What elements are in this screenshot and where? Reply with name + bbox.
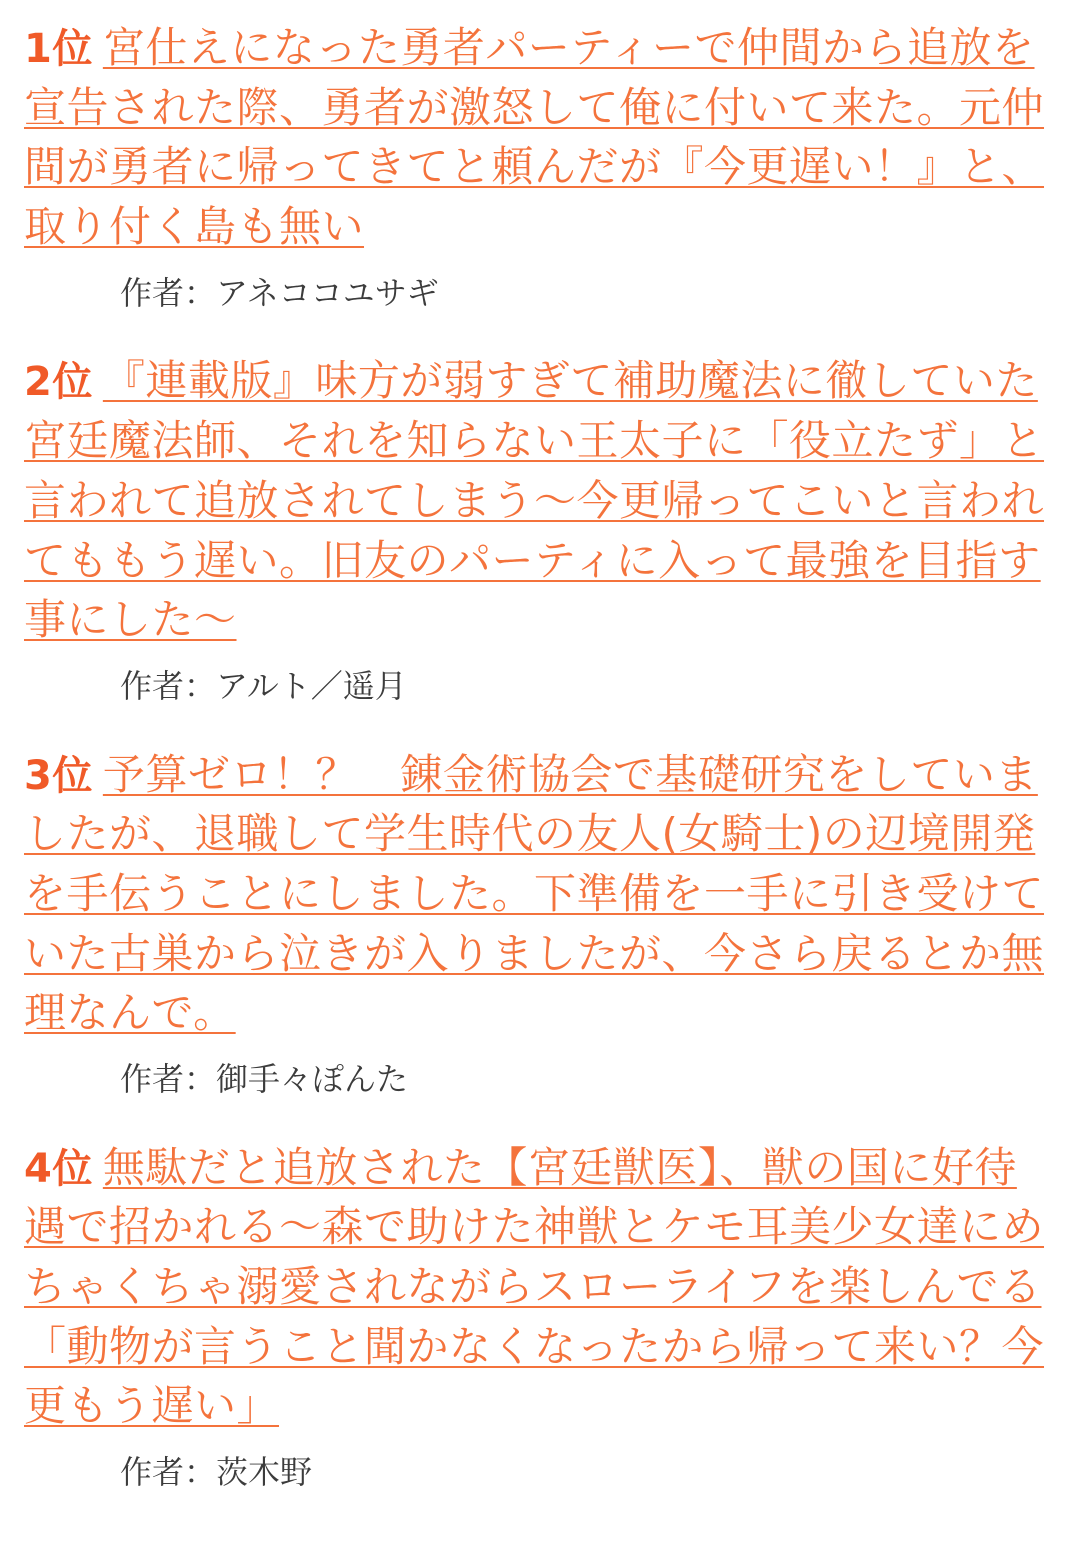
author-label: 作者：アネココユサギ [120,273,439,312]
list-item [24,18,1056,315]
author-label: 作者：アルト／遥月 [120,666,407,705]
list-item [24,351,1056,708]
author-label: 作者：御手々ぽんた [120,1059,409,1098]
ranking-entry-title-line [24,745,1056,1043]
list-item [24,745,1056,1102]
rank-number: 3位 [24,752,93,799]
ranking-entry-title-line [24,1138,1056,1436]
rank-number: 1位 [24,26,93,72]
ranking-entry-title-line [24,351,1056,649]
novel-title-link[interactable]: 無駄だと追放された【宮廷獣医】、獣の国に好待遇で招かれる〜森で助けた神獣とケモ耳美少女達にめちゃくちゃ溺愛されながらスローライフを楽しんでる「動物が言うこと聞かなくなったから帰って来い？今更もう遅い」 [24,1142,1045,1431]
novel-title-link[interactable]: 宮仕えになった勇者パーティーで仲間から追放を宣告された際、勇者が激怒して俺に付いて来た。元仲間が勇者に帰ってきてと頼んだが『今更遅い！』と、取り付く島も無い [24,23,1045,252]
ranking-entry-title-line [24,18,1056,257]
novel-title-link[interactable]: 『連載版』味方が弱すぎて補助魔法に徹していた宮廷魔法師、それを知らない王太子に「役立たず」と言われて追放されてしまう〜今更帰ってこいと言われてももう遅い。旧友のパーティに入って最強を目指す事にした〜 [24,356,1045,645]
rank-number: 4位 [24,1145,93,1192]
rank-number: 2位 [24,359,93,406]
novel-title-link[interactable]: 予算ゼロ！？ 錬金術協会で基礎研究をしていましたが、退職して学生時代の友人(女騎士)の辺境開発を手伝うことにしました。下準備を一手に引き受けていた古巣から泣きが入りましたが、今さら戻るとか無理なんで。 [24,749,1045,1038]
author-label: 作者：茨木野 [120,1452,313,1491]
list-item [24,1138,1056,1495]
